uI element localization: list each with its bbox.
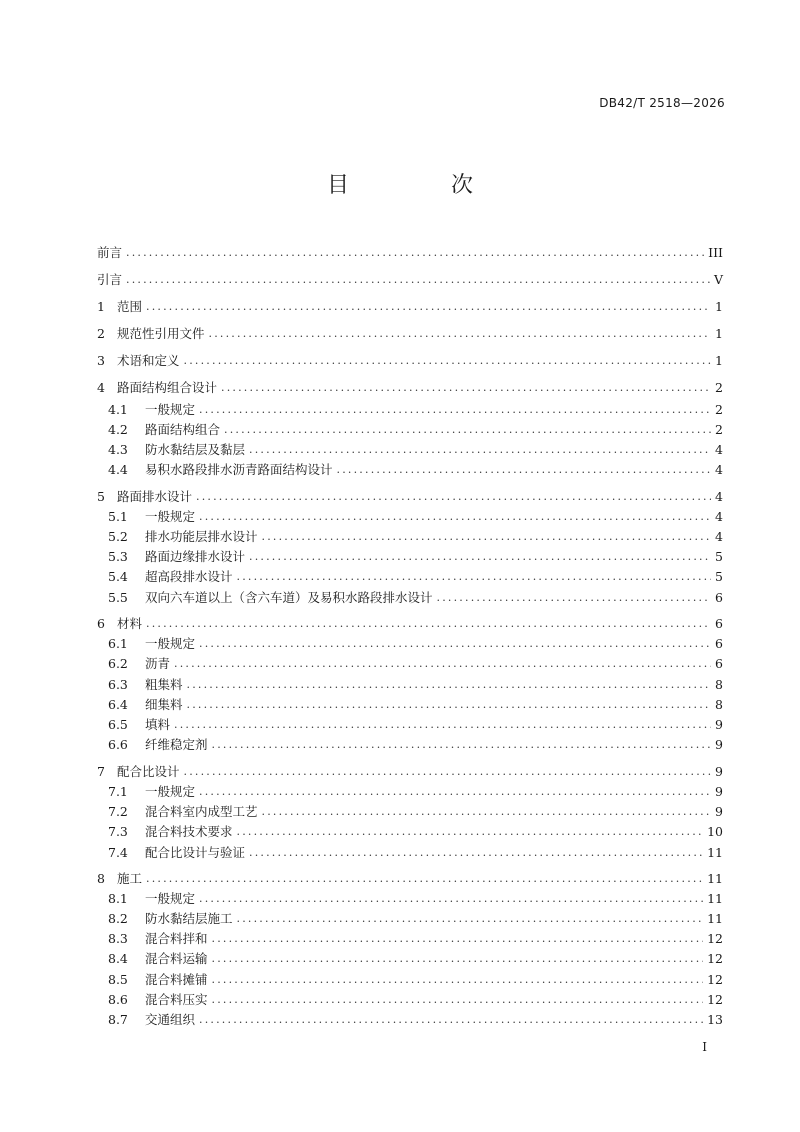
toc-entry-page: 12 [707, 991, 723, 1007]
toc-entry[interactable] [108, 507, 723, 525]
toc-entry-number: 6.1 [108, 635, 128, 651]
toc-leader-dots [126, 273, 710, 286]
toc-entry[interactable] [108, 588, 723, 606]
toc-entry-label: 防水黏结层施工 [145, 911, 233, 926]
toc-entry[interactable] [97, 270, 723, 288]
toc-entry-label: 混合料拌和 [145, 931, 208, 946]
toc-entry-number: 6.4 [108, 696, 128, 712]
toc-leader-dots [187, 698, 712, 711]
toc-entry-number: 8.6 [108, 991, 128, 1007]
toc-entry[interactable] [108, 715, 723, 733]
toc-entry-page: 12 [707, 930, 723, 946]
toc-leader-dots [187, 678, 712, 691]
toc-entry-page: 2 [715, 421, 723, 437]
toc-entry[interactable] [97, 378, 723, 396]
toc-entry-number: 6.3 [108, 676, 128, 692]
toc-entry-page: 6 [715, 655, 723, 671]
toc-entry-label: 粗集料 [145, 677, 183, 692]
toc-entry-page: 8 [715, 696, 723, 712]
toc-entry-page: 11 [707, 870, 723, 886]
toc-leader-dots [437, 591, 712, 604]
toc-leader-dots [224, 423, 711, 436]
toc-entry-number: 8.3 [108, 930, 128, 946]
toc-entry-number: 6.6 [108, 736, 128, 752]
toc-leader-dots [146, 617, 711, 630]
toc-entry-page: 9 [715, 736, 723, 752]
toc-entry-label: 路面结构组合设计 [117, 380, 218, 395]
toc-entry-number: 6.5 [108, 716, 128, 732]
toc-entry-label: 混合料压实 [145, 992, 208, 1007]
toc-entry[interactable] [108, 909, 723, 927]
toc-entry-label: 范围 [117, 299, 143, 314]
toc-entry-label: 排水功能层排水设计 [145, 529, 258, 544]
toc-entry[interactable] [108, 527, 723, 545]
toc-entry-number: 7.3 [108, 823, 128, 839]
toc-entry-number: 5.4 [108, 568, 128, 584]
toc-entry-page: 9 [715, 716, 723, 732]
toc-leader-dots [212, 973, 704, 986]
toc-leader-dots [196, 490, 711, 503]
toc-entry-number: 2 [97, 325, 105, 341]
toc-entry-number: 7.1 [108, 783, 128, 799]
toc-entry-number: 7.2 [108, 803, 128, 819]
toc-entry-number: 8.1 [108, 890, 128, 906]
toc-entry-page: 12 [707, 950, 723, 966]
toc-entry-page: 4 [715, 461, 723, 477]
toc-entry-label: 混合料室内成型工艺 [145, 804, 258, 819]
toc-entry-page: 11 [707, 844, 723, 860]
toc-entry-page: 2 [715, 401, 723, 417]
toc-entry-page: 6 [715, 635, 723, 651]
toc-entry-number: 5.1 [108, 508, 128, 524]
toc-entry-label: 一般规定 [145, 402, 196, 417]
toc-entry[interactable] [108, 949, 723, 967]
toc-entry[interactable] [108, 654, 723, 672]
toc-entry-page: 4 [715, 528, 723, 544]
toc-entry-label: 一般规定 [145, 636, 196, 651]
toc-entry-label: 细集料 [145, 697, 183, 712]
toc-entry-number: 4.3 [108, 441, 128, 457]
toc-entry[interactable] [108, 420, 723, 438]
toc-entry-page: 1 [715, 352, 723, 368]
toc-entry-page: 10 [707, 823, 723, 839]
toc-entry-label: 混合料摊铺 [145, 972, 208, 987]
toc-entry[interactable] [97, 243, 723, 261]
toc-leader-dots [249, 846, 703, 859]
toc-entry-number: 7.4 [108, 844, 128, 860]
toc-entry-number: 8.7 [108, 1011, 128, 1027]
toc-entry-label: 超高段排水设计 [145, 569, 233, 584]
toc-entry-page: V [713, 271, 723, 287]
page-folio: I [702, 1040, 707, 1054]
toc-entry[interactable] [97, 297, 723, 315]
toc-entry[interactable] [108, 1010, 723, 1028]
toc-entry-label: 一般规定 [145, 784, 196, 799]
toc-entry-page: III [708, 244, 723, 260]
toc-leader-dots [237, 825, 704, 838]
toc-entry[interactable] [108, 400, 723, 418]
toc-leader-dots [174, 657, 711, 670]
toc-leader-dots [212, 993, 704, 1006]
toc-leader-dots [146, 872, 703, 885]
toc-leader-dots [209, 327, 712, 340]
toc-leader-dots [212, 952, 704, 965]
toc-entry-label: 施工 [117, 871, 143, 886]
toc-leader-dots [199, 892, 703, 905]
toc-entry-number: 6 [97, 615, 105, 631]
toc-leader-dots [199, 785, 711, 798]
toc-entry-page: 6 [715, 589, 723, 605]
toc-entry[interactable] [108, 970, 723, 988]
toc-entry-number: 8.5 [108, 971, 128, 987]
standard-code: DB42/T 2518—2026 [599, 96, 725, 110]
toc-entry-label: 一般规定 [145, 891, 196, 906]
toc-entry[interactable] [108, 843, 723, 861]
toc-entry-number: 5.2 [108, 528, 128, 544]
toc-entry-page: 9 [715, 803, 723, 819]
toc-entry[interactable] [108, 547, 723, 565]
toc-entry-label: 术语和定义 [117, 353, 180, 368]
toc-entry[interactable] [108, 440, 723, 458]
toc-leader-dots [174, 718, 711, 731]
toc-entry-label: 双向六车道以上（含六车道）及易积水路段排水设计 [145, 590, 433, 605]
toc-entry-number: 5.3 [108, 548, 128, 564]
toc-entry-label: 配合比设计与验证 [145, 845, 246, 860]
toc-entry-page: 4 [715, 488, 723, 504]
toc-entry-page: 1 [715, 298, 723, 314]
toc-leader-dots [184, 354, 712, 367]
toc-entry[interactable] [108, 929, 723, 947]
toc-entry[interactable] [108, 802, 723, 820]
toc-entry[interactable] [97, 324, 723, 342]
toc-leader-dots [237, 912, 704, 925]
toc-entry[interactable] [97, 487, 723, 505]
toc-entry[interactable] [108, 695, 723, 713]
toc-entry-number: 4 [97, 379, 105, 395]
toc-entry-label: 材料 [117, 616, 143, 631]
toc-entry-page: 5 [715, 548, 723, 564]
toc-entry-number: 8.4 [108, 950, 128, 966]
toc-entry[interactable] [108, 634, 723, 652]
toc-leader-dots [249, 550, 711, 563]
toc-entry[interactable] [97, 762, 723, 780]
toc-leader-dots [221, 381, 711, 394]
toc-entry-page: 12 [707, 971, 723, 987]
toc-entry[interactable] [108, 460, 723, 478]
toc-entry-label: 交通组织 [145, 1012, 196, 1027]
toc-leader-dots [262, 530, 712, 543]
toc-entry-label: 混合料运输 [145, 951, 208, 966]
toc-leader-dots [199, 637, 711, 650]
toc-entry-label: 路面结构组合 [145, 422, 221, 437]
toc-leader-dots [212, 738, 712, 751]
toc-entry-label: 引言 [97, 272, 123, 287]
toc-entry[interactable] [97, 869, 723, 887]
toc-entry-label: 沥青 [145, 656, 171, 671]
toc-entry-number: 8.2 [108, 910, 128, 926]
toc-entry-number: 3 [97, 352, 105, 368]
toc-leader-dots [126, 246, 704, 259]
toc-entry-label: 配合比设计 [117, 764, 180, 779]
toc-entry[interactable] [108, 822, 723, 840]
toc-entry-page: 11 [707, 910, 723, 926]
toc-leader-dots [146, 300, 711, 313]
toc-entry-label: 一般规定 [145, 509, 196, 524]
toc-entry-label: 易积水路段排水沥青路面结构设计 [145, 462, 333, 477]
toc-entry-page: 4 [715, 508, 723, 524]
toc-leader-dots [249, 443, 711, 456]
toc-entry[interactable] [108, 990, 723, 1008]
toc-entry-label: 混合料技术要求 [145, 824, 233, 839]
toc-entry[interactable] [108, 675, 723, 693]
toc-leader-dots [199, 403, 711, 416]
toc-entry-number: 8 [97, 870, 105, 886]
toc-entry-number: 4.4 [108, 461, 128, 477]
toc-entry-number: 6.2 [108, 655, 128, 671]
toc-entry-number: 4.2 [108, 421, 128, 437]
toc-entry[interactable] [97, 351, 723, 369]
toc-entry-page: 4 [715, 441, 723, 457]
toc-entry-number: 5.5 [108, 589, 128, 605]
toc-leader-dots [199, 1013, 703, 1026]
toc-leader-dots [199, 510, 711, 523]
toc-entry[interactable] [108, 782, 723, 800]
toc-entry[interactable] [108, 735, 723, 753]
toc-entry-label: 防水黏结层及黏层 [145, 442, 246, 457]
toc-entry-number: 7 [97, 763, 105, 779]
toc-entry-number: 1 [97, 298, 105, 314]
toc-entry-page: 2 [715, 379, 723, 395]
toc-entry-number: 4.1 [108, 401, 128, 417]
toc-entry[interactable] [97, 614, 723, 632]
toc-entry-label: 纤维稳定剂 [145, 737, 208, 752]
toc-entry-label: 前言 [97, 245, 123, 260]
toc-leader-dots [184, 765, 712, 778]
toc-entry[interactable] [108, 889, 723, 907]
toc-entry-page: 6 [715, 615, 723, 631]
toc-entry-label: 路面排水设计 [117, 489, 193, 504]
toc-entry-page: 13 [707, 1011, 723, 1027]
toc-entry-page: 9 [715, 783, 723, 799]
toc-entry[interactable] [108, 567, 723, 585]
toc-entry-label: 规范性引用文件 [117, 326, 205, 341]
toc-leader-dots [237, 570, 712, 583]
toc-entry-page: 5 [715, 568, 723, 584]
page-title: 目 次 [326, 173, 513, 198]
toc-entry-label: 路面边缘排水设计 [145, 549, 246, 564]
toc-entry-label: 填料 [145, 717, 171, 732]
toc-entry-number: 5 [97, 488, 105, 504]
toc-entry-page: 11 [707, 890, 723, 906]
toc-leader-dots [262, 805, 712, 818]
toc-entry-page: 1 [715, 325, 723, 341]
toc-leader-dots [337, 463, 712, 476]
toc-entry-page: 8 [715, 676, 723, 692]
toc-entry-page: 9 [715, 763, 723, 779]
toc-leader-dots [212, 932, 704, 945]
